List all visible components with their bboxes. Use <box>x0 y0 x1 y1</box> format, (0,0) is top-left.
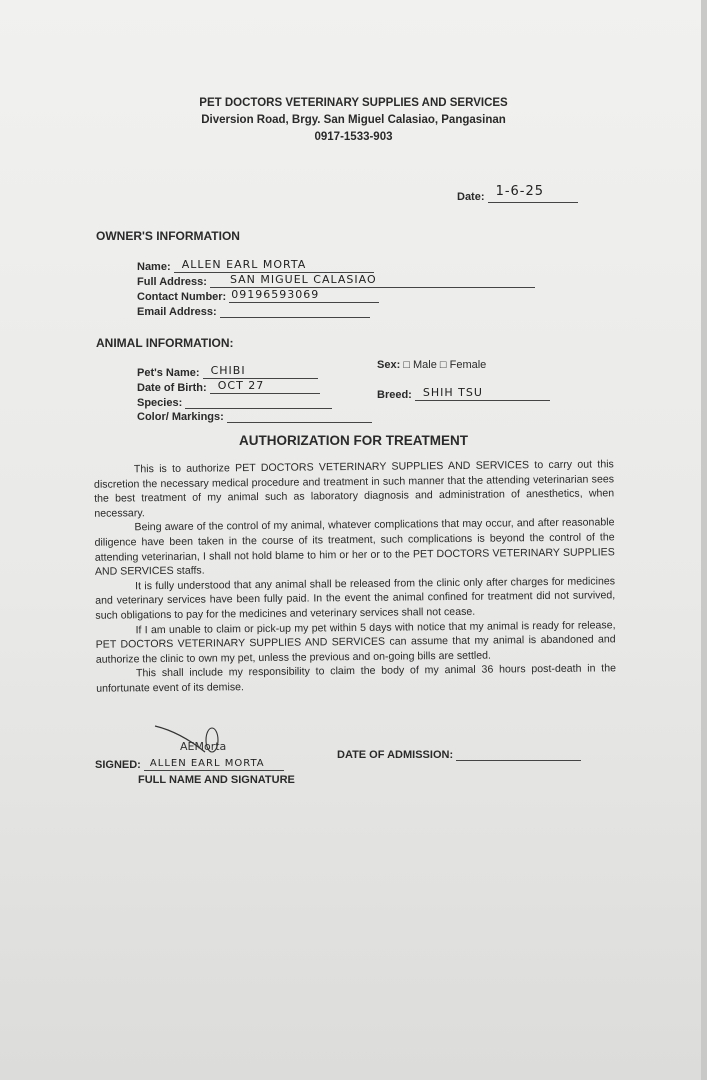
business-address: Diversion Road, Brgy. San Miguel Calasiao, Pangasinan <box>201 114 506 126</box>
page-edge <box>701 0 707 1080</box>
authorization-body <box>94 457 616 696</box>
signed-name-value: ALLEN EARL MORTA <box>149 758 265 769</box>
admission-field: DATE OF ADMISSION: <box>337 748 581 761</box>
color-line[interactable] <box>227 410 372 423</box>
sex-field: Sex: □ Male □ Female <box>377 359 487 371</box>
paragraph: Being aware of the control of my animal, whatever complications that may occur, and after reasonable diligence have been taken in the course of its treatment, such complications is beyond the control of the attending veterinarian, I shall not hold blame to him or her or to the PET DOCTORS VETERINARY SUPPLIES AND SERVICES staffs. <box>94 516 615 578</box>
owner-contact-value: 09196593069 <box>231 288 320 301</box>
species-field: Species: <box>137 396 332 409</box>
pet-name-field: Pet's Name: CHIBI <box>137 366 318 379</box>
svg-text:AEMorta: AEMorta <box>180 740 227 753</box>
paragraph: If I am unable to claim or pick-up my pet within 5 days with notice that my animal is ready for release, PET DOCTORS VETERINARY SUPPLIES AND SERVICES can assume that my animal is abandoned and authorize the clinic to own my pet, unless the previous and on-going bills are settled. <box>95 618 616 666</box>
authorization-title: AUTHORIZATION FOR TREATMENT <box>239 433 468 448</box>
signed-field: SIGNED: ALLEN EARL MORTA <box>95 758 284 771</box>
owner-name-line[interactable] <box>174 260 374 273</box>
business-name: PET DOCTORS VETERINARY SUPPLIES AND SERVICES <box>199 97 508 109</box>
date-field: Date: 1-6-25 <box>457 190 578 203</box>
business-phone: 0917-1533-903 <box>314 131 393 143</box>
signature-mark <box>150 722 260 762</box>
animal-heading: ANIMAL INFORMATION: <box>96 336 234 350</box>
breed-value: SHIH TSU <box>422 386 483 399</box>
dob-line[interactable] <box>210 381 320 394</box>
signature-line[interactable] <box>144 758 284 771</box>
breed-field: Breed: SHIH TSU <box>377 388 550 401</box>
owner-contact-line[interactable] <box>229 290 379 303</box>
dob-field: Date of Birth: OCT 27 <box>137 381 320 394</box>
sex-male-option[interactable]: □ Male <box>403 359 437 371</box>
paragraph: It is fully understood that any animal shall be released from the clinic only after charges for medicines and veterinary services have been fully paid. In the event the animal confined for treatment did not survived, such obligations to pay for the medicines and veterinary services shall not cease. <box>95 575 616 622</box>
pet-name-line[interactable] <box>203 366 318 379</box>
date-value: 1-6-25 <box>495 184 545 199</box>
owner-email-field: Email Address: <box>137 305 370 318</box>
paragraph: This shall include my responsibility to claim the body of my animal 36 hours post-death in the unfortunate event of its demise. <box>96 662 617 695</box>
species-line[interactable] <box>185 396 332 409</box>
sex-female-option[interactable]: □ Female <box>439 359 487 371</box>
owner-address-field: Full Address: SAN MIGUEL CALASIAO <box>137 275 535 288</box>
owner-name-field: Name: ALLEN EARL MORTA <box>137 260 374 273</box>
breed-line[interactable] <box>415 388 550 401</box>
owner-address-line[interactable] <box>210 275 535 288</box>
paragraph: This is to authorize PET DOCTORS VETERINARY SUPPLIES AND SERVICES to carry out this discretion the necessary medical procedure and treatment in such manner that the attending veterinarian sees the best treatment of my animal such as laboratory diagnosis and administration of anesthetics, when necessary. <box>93 458 615 520</box>
owner-heading: OWNER'S INFORMATION <box>96 229 240 243</box>
owner-name-value: ALLEN EARL MORTA <box>181 258 307 271</box>
signature-caption: FULL NAME AND SIGNATURE <box>138 774 295 786</box>
admission-line[interactable] <box>456 748 581 761</box>
pet-name-value: CHIBI <box>210 364 246 377</box>
owner-email-line[interactable] <box>220 305 370 318</box>
color-field: Color/ Markings: <box>137 410 372 423</box>
letterhead <box>0 95 707 146</box>
dob-value: OCT 27 <box>217 379 265 392</box>
owner-address-value: SAN MIGUEL CALASIAO <box>229 273 377 286</box>
owner-contact-field: Contact Number: 09196593069 <box>137 290 379 303</box>
